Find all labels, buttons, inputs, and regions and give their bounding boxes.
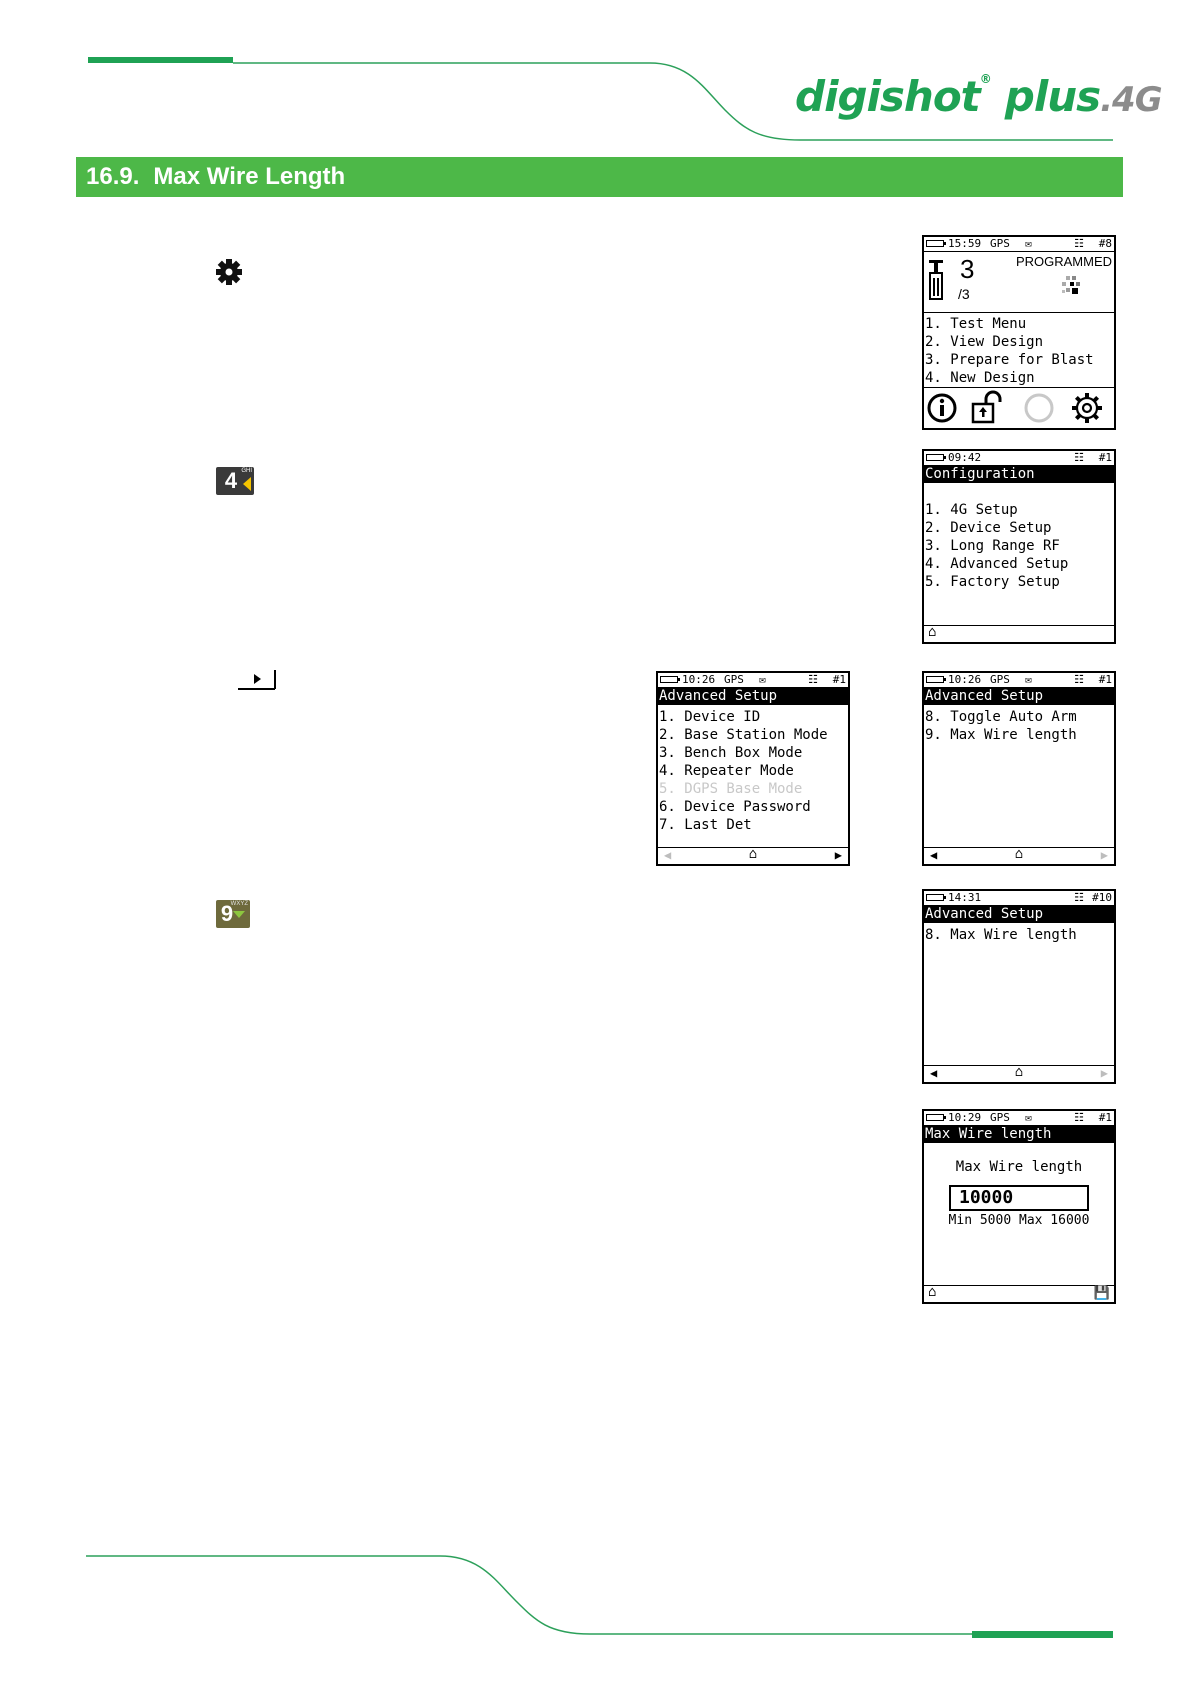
menu-item[interactable]: 2. View Design [925, 334, 1044, 350]
status-bar [658, 673, 848, 688]
menu-item[interactable]: 4. Advanced Setup [925, 556, 1069, 572]
home-icon[interactable]: ⌂ [928, 1284, 937, 1300]
key-4-sub: GHI [241, 468, 252, 474]
battery-icon [926, 894, 944, 901]
battery-icon [926, 676, 944, 683]
menu-item[interactable]: 1. 4G Setup [925, 502, 1018, 518]
status-bar [924, 237, 1114, 252]
right-arrow-key-icon [237, 668, 277, 692]
screen-footer [924, 847, 1114, 864]
screen-title: Max Wire length [924, 1126, 1114, 1143]
menu-item[interactable]: 6. Device Password [659, 799, 811, 815]
home-icon[interactable]: ⌂ [1014, 1064, 1024, 1080]
home-icon[interactable]: ⌂ [1014, 846, 1024, 862]
mail-icon: ✉ [759, 673, 766, 686]
device-number: #1 [832, 673, 846, 686]
footer-decoration [0, 1540, 1191, 1650]
signal-icon: ☷ [1074, 237, 1084, 250]
status-bar [924, 891, 1114, 906]
circle-icon[interactable] [1023, 392, 1055, 424]
key-4-label: 4 [224, 468, 238, 493]
screen-footer [924, 1065, 1114, 1082]
menu-item[interactable]: 7. Last Det [659, 817, 752, 833]
qr-icon [1060, 274, 1082, 296]
menu-item[interactable]: 3. Prepare for Blast [925, 352, 1094, 368]
program-state: PROGRAMMED [1015, 254, 1112, 269]
screen-footer [924, 1285, 1114, 1302]
home-icon[interactable]: ⌂ [928, 624, 937, 640]
section-title: Max Wire Length [153, 163, 346, 190]
battery-icon [926, 1114, 944, 1121]
status-time: 15:59 [948, 237, 982, 250]
status-time: 14:31 [948, 891, 982, 904]
gps-indicator: GPS [990, 237, 1010, 250]
screen-advanced-setup-3 [922, 889, 1116, 1084]
section-number: 16.9. [86, 163, 140, 190]
device-number: #8 [1098, 237, 1112, 250]
status-bar [924, 673, 1114, 688]
home-icon[interactable]: ⌂ [748, 846, 758, 862]
detonator-icon [927, 258, 945, 300]
device-number: #10 [1092, 891, 1112, 904]
signal-icon: ☷ [1074, 673, 1084, 686]
battery-icon [926, 454, 944, 461]
right-arrow-icon: ▶ [1100, 1066, 1108, 1080]
screen-configuration [922, 449, 1116, 644]
brand-name: digishot [795, 72, 980, 121]
brand-logo [795, 72, 1162, 121]
range-hint: Min 5000 Max 16000 [948, 1213, 1090, 1228]
menu-item[interactable]: 1. Device ID [659, 709, 761, 725]
menu-item[interactable]: 8. Toggle Auto Arm [925, 709, 1077, 725]
status-bar [924, 1111, 1114, 1126]
menu-item[interactable]: 5. Factory Setup [925, 574, 1060, 590]
key-9-arrow [233, 911, 245, 918]
status-bar [924, 451, 1114, 466]
battery-icon [660, 676, 678, 683]
screen-footer [924, 625, 1114, 642]
right-arrow-icon[interactable]: ▶ [834, 848, 842, 862]
brand-registered-mark: ® [979, 72, 991, 86]
key-9-sub: WXYZ [230, 901, 248, 907]
screen-footer [658, 847, 848, 864]
signal-icon: ☷ [1074, 451, 1084, 464]
battery-icon [926, 240, 944, 247]
status-time: 10:26 [948, 673, 982, 686]
right-arrow-icon: ▶ [1100, 848, 1108, 862]
field-label: Max Wire length [955, 1159, 1083, 1175]
save-icon[interactable]: 💾 [1093, 1286, 1110, 1301]
mail-icon: ✉ [1025, 1111, 1032, 1124]
signal-icon: ☷ [808, 673, 818, 686]
gps-indicator: GPS [724, 673, 744, 686]
screen-title: Advanced Setup [924, 906, 1114, 923]
gps-indicator: GPS [990, 673, 1010, 686]
screen-main [922, 235, 1116, 430]
brand-4g: .4G [1100, 80, 1162, 120]
mail-icon: ✉ [1025, 673, 1032, 686]
key-4-icon [216, 467, 254, 495]
unlock-icon[interactable] [970, 390, 1006, 424]
menu-item[interactable]: 4. New Design [925, 370, 1035, 386]
mail-icon: ✉ [1025, 237, 1032, 250]
menu-item[interactable]: 8. Max Wire length [925, 927, 1077, 943]
gear-icon [214, 257, 244, 287]
device-number: #1 [1098, 1111, 1112, 1124]
menu-item[interactable]: 9. Max Wire length [925, 727, 1077, 743]
main-icon-bar [924, 387, 1114, 428]
key-4-arrow [243, 477, 251, 491]
status-time: 09:42 [948, 451, 982, 464]
left-arrow-icon: ◀ [664, 848, 672, 862]
menu-item-disabled: 5. DGPS Base Mode [659, 781, 803, 797]
device-number: #1 [1098, 451, 1112, 464]
section-heading [76, 157, 1123, 197]
detonator-count: 3 [960, 254, 975, 284]
status-time: 10:26 [682, 673, 716, 686]
main-summary [924, 252, 1114, 313]
screen-title: Configuration [924, 466, 1114, 483]
signal-icon: ☷ [1074, 1111, 1084, 1124]
detonator-total: /3 [958, 286, 970, 302]
signal-icon: ☷ [1074, 891, 1084, 904]
left-arrow-icon[interactable]: ◀ [930, 848, 938, 862]
key-9-icon [216, 900, 250, 928]
menu-item[interactable]: 1. Test Menu [925, 316, 1027, 332]
info-icon[interactable] [926, 392, 958, 424]
brand-plus: plus [1004, 72, 1101, 121]
menu-item[interactable]: 2. Base Station Mode [659, 727, 828, 743]
screen-max-wire-length [922, 1109, 1116, 1304]
menu-item[interactable]: 2. Device Setup [925, 520, 1052, 536]
device-number: #1 [1098, 673, 1112, 686]
key-9-label: 9 [220, 901, 234, 926]
screen-advanced-setup-1 [656, 671, 850, 866]
left-arrow-icon[interactable]: ◀ [930, 1066, 938, 1080]
screen-advanced-setup-2 [922, 671, 1116, 866]
menu-item[interactable]: 4. Repeater Mode [659, 763, 794, 779]
screen-title: Advanced Setup [924, 688, 1114, 705]
menu-item[interactable]: 3. Long Range RF [925, 538, 1060, 554]
menu-item[interactable]: 3. Bench Box Mode [659, 745, 803, 761]
gear-icon[interactable] [1070, 391, 1104, 425]
status-time: 10:29 [948, 1111, 982, 1124]
max-wire-length-input[interactable]: 10000 [949, 1185, 1089, 1211]
screen-title: Advanced Setup [658, 688, 848, 705]
gps-indicator: GPS [990, 1111, 1010, 1124]
